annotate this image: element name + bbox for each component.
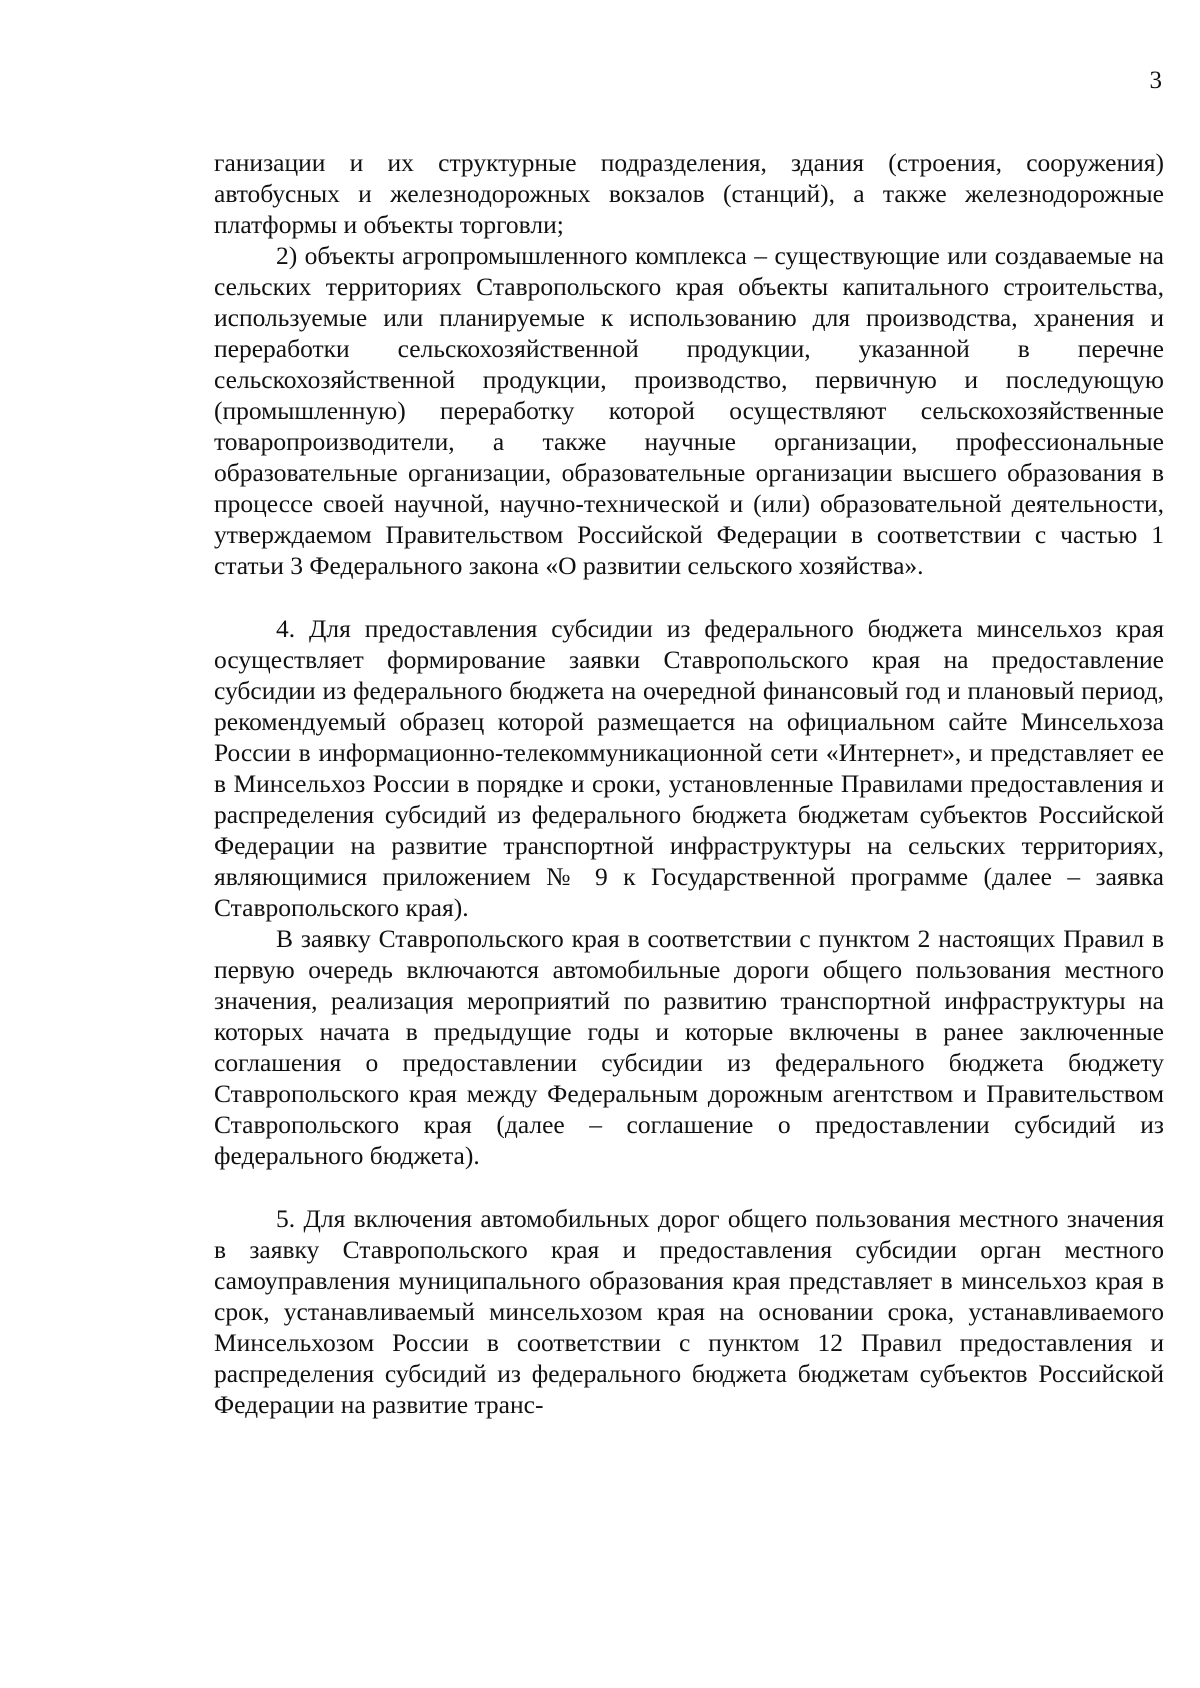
paragraph-continuation: ганизации и их структурные подразделения, здания (строения, сооружения) автобусных и железнодорожных вокзалов (станций), а также железнодорожные платформы и объекты торговли; <box>214 148 1164 239</box>
paragraph-section-5: 5. Для включения автомобильных дорог общего пользования местного значения в заявку Ставропольского края и предоставления субсидии орган местного самоуправления муниципального образования края представляет в минсельхоз края в срок, устанавливаемый минсельхозом края на основании срока, устанавливаемого Минсельхозом России в соответствии с пунктом 12 Правил предоставления и распределения субсидий из федерального бюджета бюджетам субъектов Российской Федерации на развитие транс- <box>214 1204 1164 1419</box>
document-body <box>214 147 1164 1420</box>
paragraph-section-4-cont: В заявку Ставропольского края в соответствии с пунктом 2 настоящих Правил в первую очередь включаются автомобильные дороги общего пользования местного значения, реализация мероприятий по развитию транспортной инфраструктуры на которых начата в предыдущие годы и которые включены в ранее заключенные соглашения о предоставлении субсидии из федерального бюджета бюджету Ставропольского края между Федеральным дорожным агентством и Правительством Ставропольского края (далее – соглашение о предоставлении субсидий из федерального бюджета). <box>214 924 1164 1170</box>
paragraph-section-4: 4. Для предоставления субсидии из федерального бюджета минсельхоз края осуществляет формирование заявки Ставропольского края на предоставление субсидии из федерального бюджета на очередной финансовый год и плановый период, рекомендуемый образец которой размещается на официальном сайте Минсельхоза России в информационно-телекоммуникационной сети «Интернет», и представляет ее в Минсельхоз России в порядке и сроки, установленные Правилами предоставления и распределения субсидий из федерального бюджета бюджетам субъектов Российской Федерации на развитие транспортной инфраструктуры на сельских территориях, являющимися приложением № 9 к Государственной программе (далее – заявка Ставропольского края). <box>214 614 1164 922</box>
page-number: 3 <box>1149 67 1162 94</box>
paragraph-item-2: 2) объекты агропромышленного комплекса – существующие или создаваемые на сельских территориях Ставропольского края объекты капитального строительства, используемые или планируемые к использованию для производства, хранения и переработки сельскохозяйственной продукции, указанной в перечне сельскохозяйственной продукции, производство, первичную и последующую (промышленную) переработку которой осуществляют сельскохозяйственные товаропроизводители, а также научные организации, профессиональные образовательные организации, образовательные организации высшего образования в процессе своей научной, научно-технической и (или) образовательной деятельности, утверждаемом Правительством Российской Федерации в соответствии с частью 1 статьи 3 Федерального закона «О развитии сельского хозяйства». <box>214 241 1164 580</box>
